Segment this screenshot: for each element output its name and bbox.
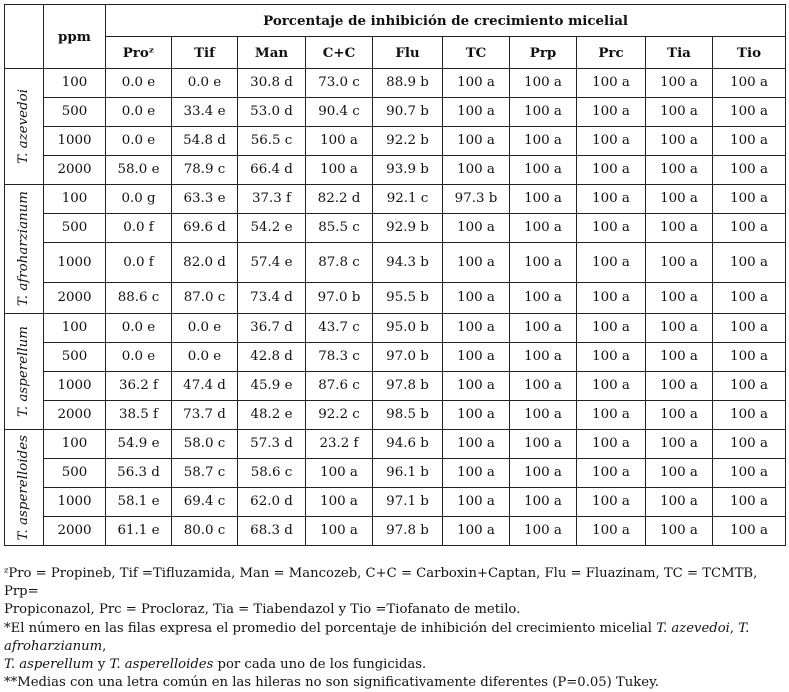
value-cell: 0.0 e	[106, 127, 172, 156]
species-label: T. azevedoi	[16, 89, 31, 164]
table-row	[5, 488, 786, 517]
corner-cell	[5, 5, 44, 69]
value-cell: 95.5 b	[373, 283, 443, 314]
value-cell: 100 a	[443, 314, 510, 343]
value-cell: 73.7 d	[172, 401, 238, 430]
value-cell: 100 a	[646, 156, 713, 185]
column-header: Man	[238, 37, 306, 69]
table-row	[5, 283, 786, 314]
value-cell: 97.0 b	[373, 343, 443, 372]
value-cell: 100 a	[443, 283, 510, 314]
value-cell: 57.3 d	[238, 430, 306, 459]
value-cell: 56.5 c	[238, 127, 306, 156]
value-cell: 100 a	[713, 214, 786, 243]
value-cell: 92.2 b	[373, 127, 443, 156]
footnote-abbrev-2: Propiconazol, Prc = Procloraz, Tia = Tiabendazol y Tio =Tiofanato de metilo.	[4, 602, 521, 618]
value-cell: 73.0 c	[306, 69, 373, 98]
value-cell: 43.7 c	[306, 314, 373, 343]
value-cell: 73.4 d	[238, 283, 306, 314]
value-cell: 100 a	[306, 127, 373, 156]
value-cell: 0.0 e	[172, 343, 238, 372]
value-cell: 38.5 f	[106, 401, 172, 430]
value-cell: 0.0 f	[106, 214, 172, 243]
value-cell: 30.8 d	[238, 69, 306, 98]
value-cell: 82.0 d	[172, 243, 238, 283]
value-cell: 100 a	[646, 98, 713, 127]
species-cell	[5, 185, 44, 314]
value-cell: 100 a	[646, 283, 713, 314]
value-cell: 100 a	[646, 243, 713, 283]
value-cell: 100 a	[577, 372, 646, 401]
value-cell: 53.0 d	[238, 98, 306, 127]
value-cell: 100 a	[713, 372, 786, 401]
column-header: Proᶻ	[106, 37, 172, 69]
ppm-cell: 1000	[44, 127, 106, 156]
value-cell: 69.6 d	[172, 214, 238, 243]
value-cell: 90.7 b	[373, 98, 443, 127]
value-cell: 58.1 e	[106, 488, 172, 517]
value-cell: 100 a	[646, 488, 713, 517]
value-cell: 100 a	[713, 488, 786, 517]
value-cell: 100 a	[443, 127, 510, 156]
species-cell	[5, 430, 44, 546]
value-cell: 100 a	[510, 156, 577, 185]
column-header: C+C	[306, 37, 373, 69]
value-cell: 100 a	[306, 459, 373, 488]
species-label: T. afroharzianum	[16, 191, 31, 307]
value-cell: 0.0 e	[106, 314, 172, 343]
value-cell: 100 a	[577, 156, 646, 185]
value-cell: 0.0 e	[106, 98, 172, 127]
value-cell: 100 a	[577, 459, 646, 488]
column-header: TC	[443, 37, 510, 69]
value-cell: 100 a	[510, 517, 577, 546]
value-cell: 58.0 e	[106, 156, 172, 185]
value-cell: 100 a	[510, 69, 577, 98]
table-row	[5, 430, 786, 459]
table-row	[5, 459, 786, 488]
ppm-cell: 2000	[44, 517, 106, 546]
value-cell: 23.2 f	[306, 430, 373, 459]
footnote-mean-2: T. asperellum y T. asperelloides por cada uno de los fungicidas.	[4, 657, 427, 673]
value-cell: 47.4 d	[172, 372, 238, 401]
ppm-header: ppm	[44, 5, 106, 69]
value-cell: 100 a	[510, 127, 577, 156]
value-cell: 100 a	[577, 517, 646, 546]
value-cell: 100 a	[646, 127, 713, 156]
value-cell: 100 a	[510, 283, 577, 314]
value-cell: 36.7 d	[238, 314, 306, 343]
value-cell: 100 a	[646, 372, 713, 401]
table-row	[5, 156, 786, 185]
value-cell: 100 a	[713, 127, 786, 156]
table-row	[5, 69, 786, 98]
value-cell: 87.0 c	[172, 283, 238, 314]
value-cell: 92.2 c	[306, 401, 373, 430]
value-cell: 100 a	[510, 488, 577, 517]
ppm-cell: 100	[44, 314, 106, 343]
value-cell: 100 a	[646, 185, 713, 214]
value-cell: 48.2 e	[238, 401, 306, 430]
value-cell: 88.6 c	[106, 283, 172, 314]
value-cell: 100 a	[577, 185, 646, 214]
value-cell: 33.4 e	[172, 98, 238, 127]
value-cell: 87.6 c	[306, 372, 373, 401]
ppm-cell: 1000	[44, 488, 106, 517]
species-label: T. asperellum	[16, 325, 31, 418]
value-cell: 100 a	[713, 517, 786, 546]
value-cell: 100 a	[646, 214, 713, 243]
footnote-tukey: **Medias con una letra común en las hileras no son significativamente diferentes (P=0.05) Tukey.	[4, 675, 659, 691]
value-cell: 100 a	[510, 314, 577, 343]
value-cell: 100 a	[713, 283, 786, 314]
value-cell: 0.0 f	[106, 243, 172, 283]
value-cell: 100 a	[646, 430, 713, 459]
ppm-cell: 100	[44, 185, 106, 214]
value-cell: 100 a	[510, 430, 577, 459]
value-cell: 100 a	[443, 459, 510, 488]
value-cell: 100 a	[510, 401, 577, 430]
value-cell: 54.9 e	[106, 430, 172, 459]
value-cell: 100 a	[443, 243, 510, 283]
ppm-cell: 2000	[44, 156, 106, 185]
species-cell	[5, 69, 44, 185]
value-cell: 100 a	[646, 517, 713, 546]
value-cell: 100 a	[306, 488, 373, 517]
value-cell: 100 a	[577, 127, 646, 156]
ppm-cell: 100	[44, 430, 106, 459]
value-cell: 96.1 b	[373, 459, 443, 488]
value-cell: 100 a	[510, 459, 577, 488]
value-cell: 97.3 b	[443, 185, 510, 214]
value-cell: 100 a	[306, 517, 373, 546]
value-cell: 92.9 b	[373, 214, 443, 243]
value-cell: 94.6 b	[373, 430, 443, 459]
value-cell: 97.1 b	[373, 488, 443, 517]
value-cell: 45.9 e	[238, 372, 306, 401]
value-cell: 100 a	[577, 214, 646, 243]
value-cell: 100 a	[443, 517, 510, 546]
value-cell: 100 a	[713, 314, 786, 343]
value-cell: 100 a	[510, 98, 577, 127]
value-cell: 100 a	[713, 98, 786, 127]
column-header: Prp	[510, 37, 577, 69]
value-cell: 78.3 c	[306, 343, 373, 372]
species-label: T. asperelloides	[16, 434, 31, 541]
inhibition-table	[4, 4, 786, 546]
value-cell: 100 a	[646, 69, 713, 98]
value-cell: 57.4 e	[238, 243, 306, 283]
value-cell: 0.0 e	[172, 69, 238, 98]
value-cell: 54.2 e	[238, 214, 306, 243]
value-cell: 100 a	[577, 69, 646, 98]
value-cell: 92.1 c	[373, 185, 443, 214]
value-cell: 90.4 c	[306, 98, 373, 127]
value-cell: 100 a	[646, 314, 713, 343]
value-cell: 58.6 c	[238, 459, 306, 488]
value-cell: 87.8 c	[306, 243, 373, 283]
table-row	[5, 185, 786, 214]
value-cell: 94.3 b	[373, 243, 443, 283]
ppm-cell: 500	[44, 459, 106, 488]
value-cell: 100 a	[443, 401, 510, 430]
value-cell: 100 a	[510, 243, 577, 283]
ppm-cell: 500	[44, 214, 106, 243]
value-cell: 95.0 b	[373, 314, 443, 343]
value-cell: 0.0 e	[172, 314, 238, 343]
value-cell: 62.0 d	[238, 488, 306, 517]
value-cell: 100 a	[713, 459, 786, 488]
value-cell: 100 a	[646, 401, 713, 430]
value-cell: 63.3 e	[172, 185, 238, 214]
value-cell: 100 a	[646, 343, 713, 372]
value-cell: 100 a	[713, 401, 786, 430]
value-cell: 56.3 d	[106, 459, 172, 488]
value-cell: 100 a	[443, 156, 510, 185]
value-cell: 37.3 f	[238, 185, 306, 214]
value-cell: 100 a	[577, 488, 646, 517]
ppm-cell: 1000	[44, 372, 106, 401]
table-row	[5, 243, 786, 283]
table-row	[5, 127, 786, 156]
value-cell: 100 a	[713, 430, 786, 459]
value-cell: 100 a	[443, 98, 510, 127]
value-cell: 100 a	[510, 185, 577, 214]
value-cell: 82.2 d	[306, 185, 373, 214]
value-cell: 58.0 c	[172, 430, 238, 459]
ppm-cell: 1000	[44, 243, 106, 283]
footnote-abbrev-1: ᶻPro = Propineb, Tif =Tifluzamida, Man = Mancozeb, C+C = Carboxin+Captan, Flu = Fluazinam, TC = TCMTB, Prp=	[4, 566, 758, 600]
value-cell: 100 a	[577, 430, 646, 459]
value-cell: 100 a	[510, 214, 577, 243]
group-header: Porcentaje de inhibición de crecimiento micelial	[106, 5, 786, 37]
value-cell: 42.8 d	[238, 343, 306, 372]
table-footnotes	[4, 565, 785, 692]
ppm-cell: 500	[44, 98, 106, 127]
species-cell	[5, 314, 44, 430]
value-cell: 0.0 g	[106, 185, 172, 214]
value-cell: 100 a	[713, 156, 786, 185]
value-cell: 0.0 e	[106, 343, 172, 372]
table-row	[5, 214, 786, 243]
value-cell: 88.9 b	[373, 69, 443, 98]
column-header: Prc	[577, 37, 646, 69]
ppm-cell: 2000	[44, 283, 106, 314]
column-header: Tia	[646, 37, 713, 69]
ppm-cell: 2000	[44, 401, 106, 430]
value-cell: 100 a	[443, 372, 510, 401]
value-cell: 68.3 d	[238, 517, 306, 546]
column-header: Tif	[172, 37, 238, 69]
table-row	[5, 372, 786, 401]
column-header: Flu	[373, 37, 443, 69]
value-cell: 100 a	[713, 343, 786, 372]
value-cell: 85.5 c	[306, 214, 373, 243]
value-cell: 36.2 f	[106, 372, 172, 401]
value-cell: 100 a	[510, 372, 577, 401]
value-cell: 100 a	[577, 283, 646, 314]
value-cell: 78.9 c	[172, 156, 238, 185]
value-cell: 100 a	[577, 401, 646, 430]
value-cell: 69.4 c	[172, 488, 238, 517]
table-row	[5, 343, 786, 372]
value-cell: 100 a	[443, 488, 510, 517]
value-cell: 100 a	[443, 214, 510, 243]
value-cell: 93.9 b	[373, 156, 443, 185]
value-cell: 97.0 b	[306, 283, 373, 314]
value-cell: 98.5 b	[373, 401, 443, 430]
table-row	[5, 401, 786, 430]
value-cell: 100 a	[713, 185, 786, 214]
value-cell: 100 a	[510, 343, 577, 372]
value-cell: 100 a	[646, 459, 713, 488]
value-cell: 61.1 e	[106, 517, 172, 546]
results-table-container	[4, 4, 785, 546]
footnote-mean-1: *El número en las filas expresa el promedio del porcentaje de inhibición del crecimiento micelial T. azevedoi, T. afroharzianum,	[4, 620, 750, 654]
value-cell: 97.8 b	[373, 372, 443, 401]
value-cell: 54.8 d	[172, 127, 238, 156]
table-row	[5, 98, 786, 127]
value-cell: 80.0 c	[172, 517, 238, 546]
value-cell: 100 a	[577, 243, 646, 283]
value-cell: 100 a	[713, 243, 786, 283]
column-header: Tio	[713, 37, 786, 69]
value-cell: 100 a	[577, 98, 646, 127]
value-cell: 100 a	[577, 314, 646, 343]
value-cell: 100 a	[306, 156, 373, 185]
value-cell: 0.0 e	[106, 69, 172, 98]
value-cell: 100 a	[713, 69, 786, 98]
value-cell: 100 a	[443, 343, 510, 372]
value-cell: 100 a	[443, 69, 510, 98]
value-cell: 100 a	[577, 343, 646, 372]
value-cell: 100 a	[443, 430, 510, 459]
value-cell: 97.8 b	[373, 517, 443, 546]
value-cell: 58.7 c	[172, 459, 238, 488]
table-row	[5, 517, 786, 546]
value-cell: 66.4 d	[238, 156, 306, 185]
ppm-cell: 100	[44, 69, 106, 98]
table-row	[5, 314, 786, 343]
ppm-cell: 500	[44, 343, 106, 372]
